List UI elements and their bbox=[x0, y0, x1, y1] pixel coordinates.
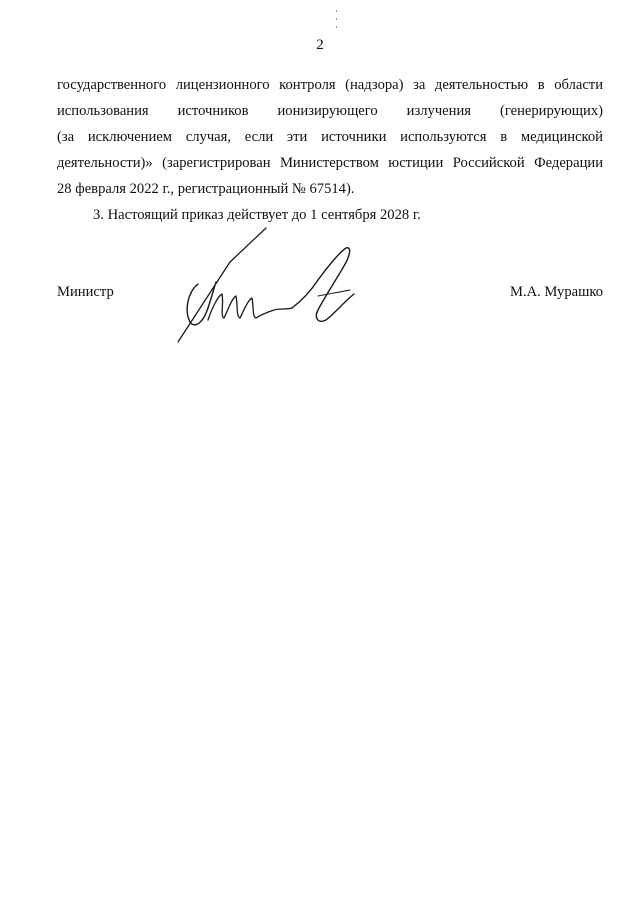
paragraph-line: деятельности)» (зарегистрирован Министерством юстиции Российской Федерации bbox=[57, 155, 603, 171]
paragraph-line: использования источников ионизирующего излучения (генерирующих) bbox=[57, 103, 603, 119]
paragraph-line: 28 февраля 2022 г., регистрационный № 67514). bbox=[57, 181, 355, 197]
paragraph-line: (за исключением случая, если эти источники используются в медицинской bbox=[57, 129, 603, 145]
clause-3: 3. Настоящий приказ действует до 1 сентября 2028 г. bbox=[93, 207, 421, 223]
document-body bbox=[57, 72, 603, 228]
handwritten-signature bbox=[168, 222, 368, 347]
signatory-title: Министр bbox=[57, 284, 114, 300]
paragraph-line: государственного лицензионного контроля (надзора) за деятельностью в области bbox=[57, 77, 603, 93]
scan-artifact bbox=[336, 10, 338, 38]
page-number: 2 bbox=[316, 37, 324, 53]
signatory-name: М.А. Мурашко bbox=[509, 284, 603, 300]
